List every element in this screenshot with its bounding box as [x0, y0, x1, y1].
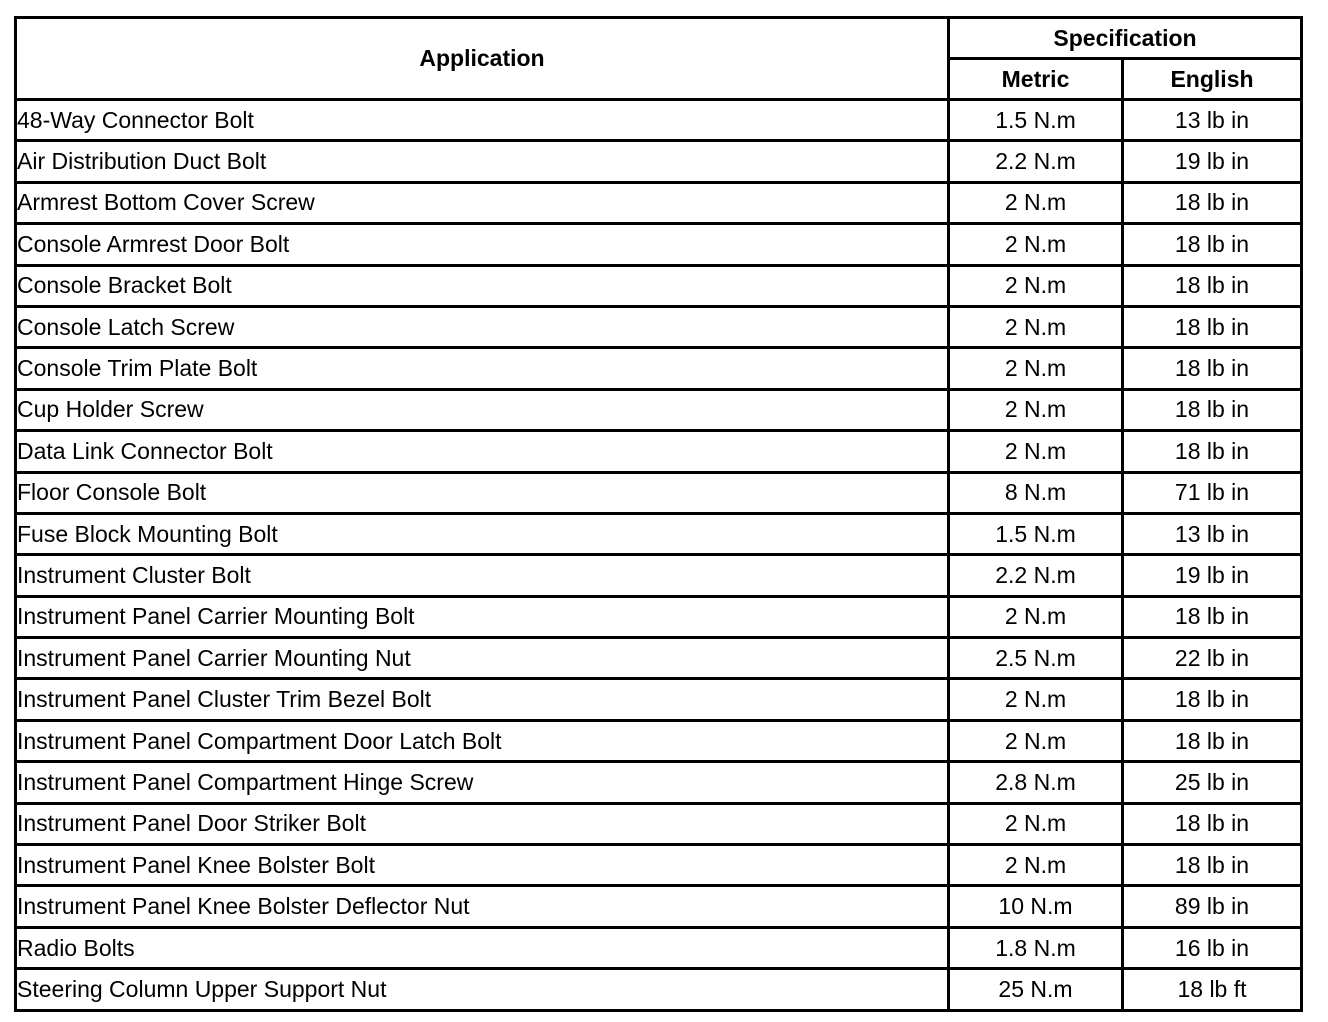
table-row: [16, 224, 1302, 265]
english-cell: 13 lb in: [1123, 513, 1302, 554]
english-cell: 19 lb in: [1123, 555, 1302, 596]
application-cell: Floor Console Bolt: [16, 472, 949, 513]
english-cell: 18 lb ft: [1123, 969, 1302, 1010]
english-cell: 18 lb in: [1123, 845, 1302, 886]
english-cell: 19 lb in: [1123, 141, 1302, 182]
table-row: [16, 720, 1302, 761]
application-cell: Radio Bolts: [16, 927, 949, 968]
application-cell: Cup Holder Screw: [16, 389, 949, 430]
application-cell: Steering Column Upper Support Nut: [16, 969, 949, 1010]
english-cell: 89 lb in: [1123, 886, 1302, 927]
fastener-torque-table: [14, 16, 1303, 1012]
application-cell: Instrument Panel Carrier Mounting Bolt: [16, 596, 949, 637]
metric-cell: 2 N.m: [949, 845, 1123, 886]
english-cell: 22 lb in: [1123, 638, 1302, 679]
application-cell: Armrest Bottom Cover Screw: [16, 182, 949, 223]
table-row: [16, 182, 1302, 223]
metric-cell: 2.2 N.m: [949, 555, 1123, 596]
table-row: [16, 100, 1302, 141]
english-cell: 18 lb in: [1123, 348, 1302, 389]
metric-cell: 2 N.m: [949, 182, 1123, 223]
application-cell: Instrument Panel Knee Bolster Deflector Nut: [16, 886, 949, 927]
english-cell: 18 lb in: [1123, 720, 1302, 761]
table-row: [16, 472, 1302, 513]
table-row: [16, 762, 1302, 803]
english-cell: 18 lb in: [1123, 431, 1302, 472]
english-cell: 13 lb in: [1123, 100, 1302, 141]
metric-cell: 25 N.m: [949, 969, 1123, 1010]
metric-cell: 10 N.m: [949, 886, 1123, 927]
metric-cell: 2 N.m: [949, 720, 1123, 761]
metric-cell: 2 N.m: [949, 431, 1123, 472]
table-row: [16, 845, 1302, 886]
table-row: [16, 886, 1302, 927]
english-cell: 16 lb in: [1123, 927, 1302, 968]
table-row: [16, 265, 1302, 306]
metric-cell: 2.5 N.m: [949, 638, 1123, 679]
application-cell: Air Distribution Duct Bolt: [16, 141, 949, 182]
header-row-top: [16, 18, 1302, 59]
table-row: [16, 679, 1302, 720]
table-row: [16, 803, 1302, 844]
metric-cell: 8 N.m: [949, 472, 1123, 513]
table-row: [16, 596, 1302, 637]
table-row: [16, 555, 1302, 596]
table-header: [16, 18, 1302, 100]
english-cell: 18 lb in: [1123, 265, 1302, 306]
metric-header: Metric: [949, 59, 1123, 100]
application-cell: Console Latch Screw: [16, 306, 949, 347]
application-cell: Instrument Panel Knee Bolster Bolt: [16, 845, 949, 886]
application-cell: Fuse Block Mounting Bolt: [16, 513, 949, 554]
metric-cell: 1.8 N.m: [949, 927, 1123, 968]
english-cell: 18 lb in: [1123, 596, 1302, 637]
table-row: [16, 389, 1302, 430]
application-cell: Data Link Connector Bolt: [16, 431, 949, 472]
application-cell: Instrument Panel Carrier Mounting Nut: [16, 638, 949, 679]
metric-cell: 2.2 N.m: [949, 141, 1123, 182]
table-row: [16, 927, 1302, 968]
table-row: [16, 638, 1302, 679]
application-cell: Console Bracket Bolt: [16, 265, 949, 306]
table-row: [16, 348, 1302, 389]
application-cell: Instrument Panel Compartment Hinge Screw: [16, 762, 949, 803]
english-cell: 18 lb in: [1123, 389, 1302, 430]
application-cell: Instrument Panel Cluster Trim Bezel Bolt: [16, 679, 949, 720]
table-body: [16, 100, 1302, 1011]
table-row: [16, 306, 1302, 347]
english-cell: 25 lb in: [1123, 762, 1302, 803]
table-row: [16, 969, 1302, 1010]
metric-cell: 2.8 N.m: [949, 762, 1123, 803]
metric-cell: 2 N.m: [949, 679, 1123, 720]
metric-cell: 2 N.m: [949, 389, 1123, 430]
application-cell: Instrument Cluster Bolt: [16, 555, 949, 596]
english-cell: 18 lb in: [1123, 679, 1302, 720]
application-cell: Console Armrest Door Bolt: [16, 224, 949, 265]
english-cell: 18 lb in: [1123, 182, 1302, 223]
application-cell: Instrument Panel Compartment Door Latch Bolt: [16, 720, 949, 761]
english-cell: 71 lb in: [1123, 472, 1302, 513]
metric-cell: 1.5 N.m: [949, 513, 1123, 554]
specification-header: Specification: [949, 18, 1302, 59]
table-row: [16, 513, 1302, 554]
application-header: Application: [16, 18, 949, 100]
metric-cell: 2 N.m: [949, 348, 1123, 389]
metric-cell: 2 N.m: [949, 224, 1123, 265]
table-row: [16, 141, 1302, 182]
metric-cell: 2 N.m: [949, 265, 1123, 306]
english-cell: 18 lb in: [1123, 224, 1302, 265]
metric-cell: 1.5 N.m: [949, 100, 1123, 141]
metric-cell: 2 N.m: [949, 596, 1123, 637]
application-cell: 48-Way Connector Bolt: [16, 100, 949, 141]
english-header: English: [1123, 59, 1302, 100]
english-cell: 18 lb in: [1123, 803, 1302, 844]
metric-cell: 2 N.m: [949, 306, 1123, 347]
english-cell: 18 lb in: [1123, 306, 1302, 347]
metric-cell: 2 N.m: [949, 803, 1123, 844]
table-row: [16, 431, 1302, 472]
application-cell: Console Trim Plate Bolt: [16, 348, 949, 389]
application-cell: Instrument Panel Door Striker Bolt: [16, 803, 949, 844]
